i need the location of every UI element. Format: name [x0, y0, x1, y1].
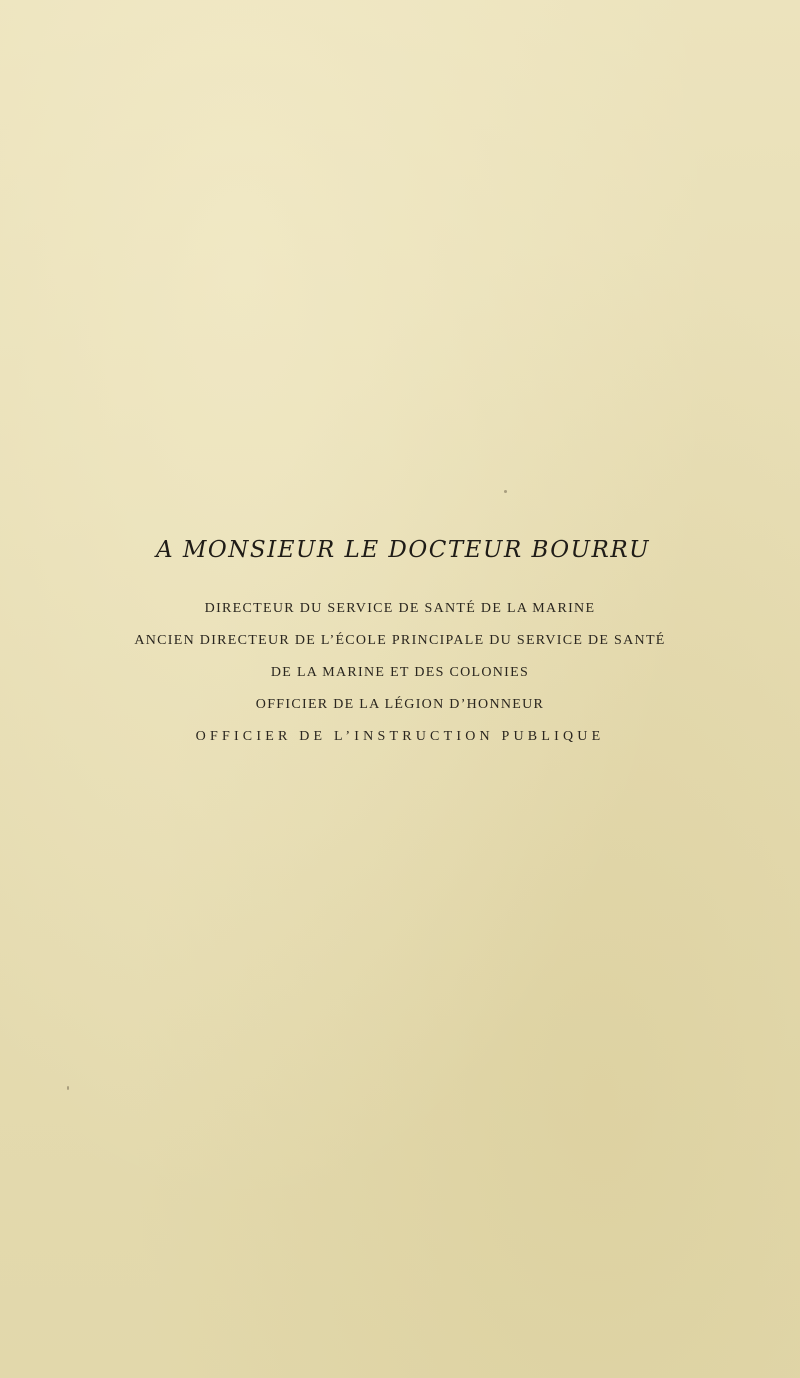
dedication-line: DIRECTEUR DU SERVICE DE SANTÉ DE LA MARINE [204, 601, 596, 616]
dedication-line: ANCIEN DIRECTEUR DE L’ÉCOLE PRINCIPALE DU SERVICE DE SANTÉ [134, 633, 666, 648]
dedication-line: OFFICIER DE LA LÉGION D’HONNEUR [255, 697, 545, 712]
dedication-line: DE LA MARINE ET DES COLONIES [270, 665, 530, 680]
paper-speck [67, 1086, 69, 1090]
dedication-line: OFFICIER DE L’INSTRUCTION PUBLIQUE [195, 729, 605, 744]
paper-speck [504, 490, 507, 493]
dedication-block [0, 527, 800, 753]
dedication-title: A MONSIEUR LE DOCTEUR BOURRU [155, 537, 651, 563]
